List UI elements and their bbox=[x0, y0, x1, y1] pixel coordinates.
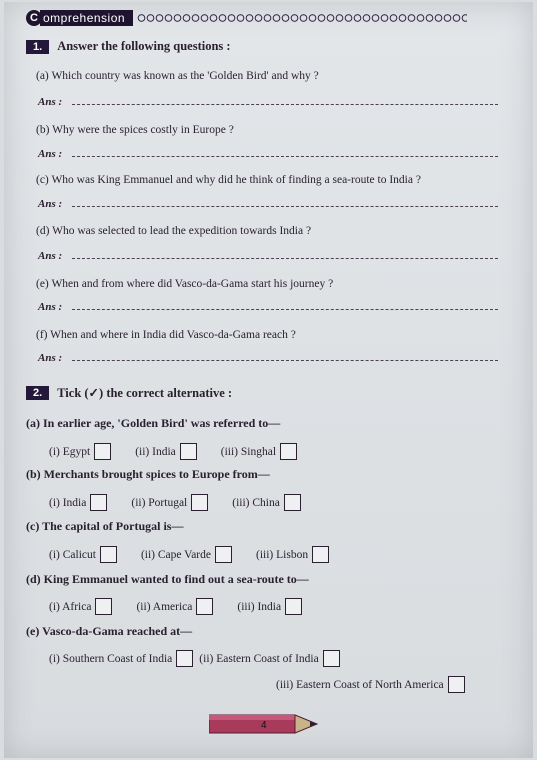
option-label: (iii) China bbox=[232, 496, 280, 509]
tick-box[interactable] bbox=[284, 494, 301, 511]
tick-box[interactable] bbox=[196, 598, 213, 615]
mcq-2e bbox=[26, 624, 192, 639]
option[interactable] bbox=[135, 443, 197, 460]
mcq-label: (d) bbox=[26, 572, 41, 586]
mcq-text: Vasco-da-Gama reached at— bbox=[42, 624, 193, 638]
option-label: (i) Calicut bbox=[49, 548, 96, 561]
option-label: (i) Southern Coast of India bbox=[49, 652, 173, 665]
question-label: (b) bbox=[36, 124, 50, 136]
mcq-text: The capital of Portugal is— bbox=[42, 519, 184, 533]
option[interactable] bbox=[141, 546, 232, 563]
option-label: (iii) India bbox=[237, 600, 282, 613]
tick-box[interactable] bbox=[180, 443, 197, 460]
option[interactable] bbox=[256, 546, 329, 563]
tick-box[interactable] bbox=[312, 546, 329, 563]
section2-number: 2. bbox=[26, 386, 49, 400]
question-label: (d) bbox=[36, 225, 50, 237]
tick-box[interactable] bbox=[100, 546, 117, 563]
tick-box[interactable] bbox=[94, 443, 111, 460]
option-label: (iii) Eastern Coast of North America bbox=[276, 678, 444, 691]
section1-number: 1. bbox=[26, 40, 49, 54]
question-label: (f) bbox=[36, 329, 48, 341]
mcq-label: (b) bbox=[26, 467, 41, 481]
mcq-2a bbox=[26, 416, 280, 431]
option-label: (ii) Eastern Coast of India bbox=[199, 652, 319, 665]
question-text: When and where in India did Vasco-da-Gama reach ? bbox=[50, 329, 296, 341]
section2-heading: Tick (✓) the correct alternative : bbox=[57, 386, 233, 400]
option[interactable] bbox=[136, 598, 213, 615]
worksheet-page bbox=[4, 2, 533, 758]
answer-label: Ans : bbox=[38, 301, 63, 313]
question-1a bbox=[36, 70, 319, 82]
answer-line[interactable] bbox=[72, 359, 498, 361]
answer-label: Ans : bbox=[38, 96, 63, 108]
question-1f bbox=[36, 329, 296, 341]
option-label: (ii) America bbox=[136, 600, 193, 613]
chain-decoration bbox=[137, 13, 467, 23]
section1-title bbox=[26, 39, 231, 54]
option[interactable] bbox=[49, 494, 107, 511]
question-1d bbox=[36, 225, 311, 237]
option-label: (i) Africa bbox=[49, 600, 92, 613]
question-label: (e) bbox=[36, 278, 49, 290]
tick-box[interactable] bbox=[323, 650, 340, 667]
question-1c bbox=[36, 174, 421, 186]
section2-title bbox=[26, 385, 232, 401]
option-label: (i) India bbox=[49, 496, 87, 509]
mcq-2d bbox=[26, 572, 309, 587]
mcq-2d-options bbox=[49, 598, 326, 615]
answer-label: Ans : bbox=[38, 250, 63, 262]
answer-1d[interactable] bbox=[38, 250, 498, 262]
tick-box[interactable] bbox=[280, 443, 297, 460]
answer-line[interactable] bbox=[72, 155, 498, 157]
option-label: (i) Egypt bbox=[49, 445, 91, 458]
page-number: 4 bbox=[261, 720, 267, 731]
answer-line[interactable] bbox=[72, 257, 498, 259]
pencil-page-badge bbox=[209, 712, 321, 736]
answer-1e[interactable] bbox=[38, 301, 498, 313]
mcq-2b-options bbox=[49, 494, 325, 511]
option[interactable] bbox=[221, 443, 297, 460]
mcq-2e-options-row2 bbox=[276, 676, 465, 693]
question-text: Who was selected to lead the expedition towards India ? bbox=[52, 225, 312, 237]
option-label: (ii) Portugal bbox=[131, 496, 188, 509]
comprehension-header bbox=[26, 9, 467, 27]
tick-box[interactable] bbox=[215, 546, 232, 563]
answer-line[interactable] bbox=[72, 103, 498, 105]
question-label: (a) bbox=[36, 70, 49, 82]
mcq-2c bbox=[26, 519, 183, 534]
option-label: (ii) Cape Varde bbox=[140, 548, 211, 561]
answer-line[interactable] bbox=[72, 205, 498, 207]
option[interactable] bbox=[232, 494, 301, 511]
answer-1a[interactable] bbox=[38, 96, 498, 108]
question-1b bbox=[36, 124, 234, 136]
mcq-2b bbox=[26, 467, 270, 482]
option-label: (iii) Lisbon bbox=[256, 548, 309, 561]
mcq-text: In earlier age, 'Golden Bird' was referred to— bbox=[43, 416, 281, 430]
answer-label: Ans : bbox=[38, 352, 63, 364]
option[interactable] bbox=[237, 598, 302, 615]
answer-label: Ans : bbox=[38, 148, 63, 160]
mcq-label: (a) bbox=[26, 416, 40, 430]
option[interactable] bbox=[276, 676, 465, 693]
tick-box[interactable] bbox=[90, 494, 107, 511]
mcq-2a-options bbox=[49, 443, 321, 460]
option[interactable] bbox=[49, 598, 112, 615]
answer-line[interactable] bbox=[72, 308, 498, 310]
tick-box[interactable] bbox=[176, 650, 193, 667]
option[interactable] bbox=[49, 546, 117, 563]
question-label: (c) bbox=[36, 174, 49, 186]
tick-box[interactable] bbox=[285, 598, 302, 615]
mcq-2e-options bbox=[49, 650, 364, 667]
section1-heading: Answer the following questions : bbox=[57, 39, 231, 53]
c-badge-icon: C bbox=[26, 10, 42, 26]
option-label: (ii) India bbox=[135, 445, 176, 458]
answer-1b[interactable] bbox=[38, 148, 498, 160]
option-label: (iii) Singhal bbox=[220, 445, 277, 458]
question-text: Who was King Emmanuel and why did he think of finding a sea-route to India ? bbox=[51, 174, 421, 186]
tick-box[interactable] bbox=[191, 494, 208, 511]
question-text: When and from where did Vasco-da-Gama start his journey ? bbox=[51, 278, 334, 290]
header-title: omprehension bbox=[40, 10, 133, 26]
answer-label: Ans : bbox=[38, 198, 63, 210]
tick-box[interactable] bbox=[95, 598, 112, 615]
mcq-label: (e) bbox=[26, 624, 40, 638]
mcq-label: (c) bbox=[26, 519, 40, 533]
mcq-text: King Emmanuel wanted to find out a sea-route to— bbox=[43, 572, 309, 586]
option[interactable] bbox=[199, 650, 339, 667]
question-text: Which country was known as the 'Golden Bird' and why ? bbox=[51, 70, 319, 82]
mcq-2c-options bbox=[49, 546, 353, 563]
option[interactable] bbox=[49, 443, 111, 460]
question-text: Why were the spices costly in Europe ? bbox=[52, 124, 234, 136]
option[interactable] bbox=[49, 650, 193, 667]
mcq-text: Merchants brought spices to Europe from— bbox=[43, 467, 270, 481]
answer-1f[interactable] bbox=[38, 352, 498, 364]
tick-box[interactable] bbox=[448, 676, 465, 693]
option[interactable] bbox=[131, 494, 208, 511]
question-1e bbox=[36, 278, 333, 290]
answer-1c[interactable] bbox=[38, 198, 498, 210]
